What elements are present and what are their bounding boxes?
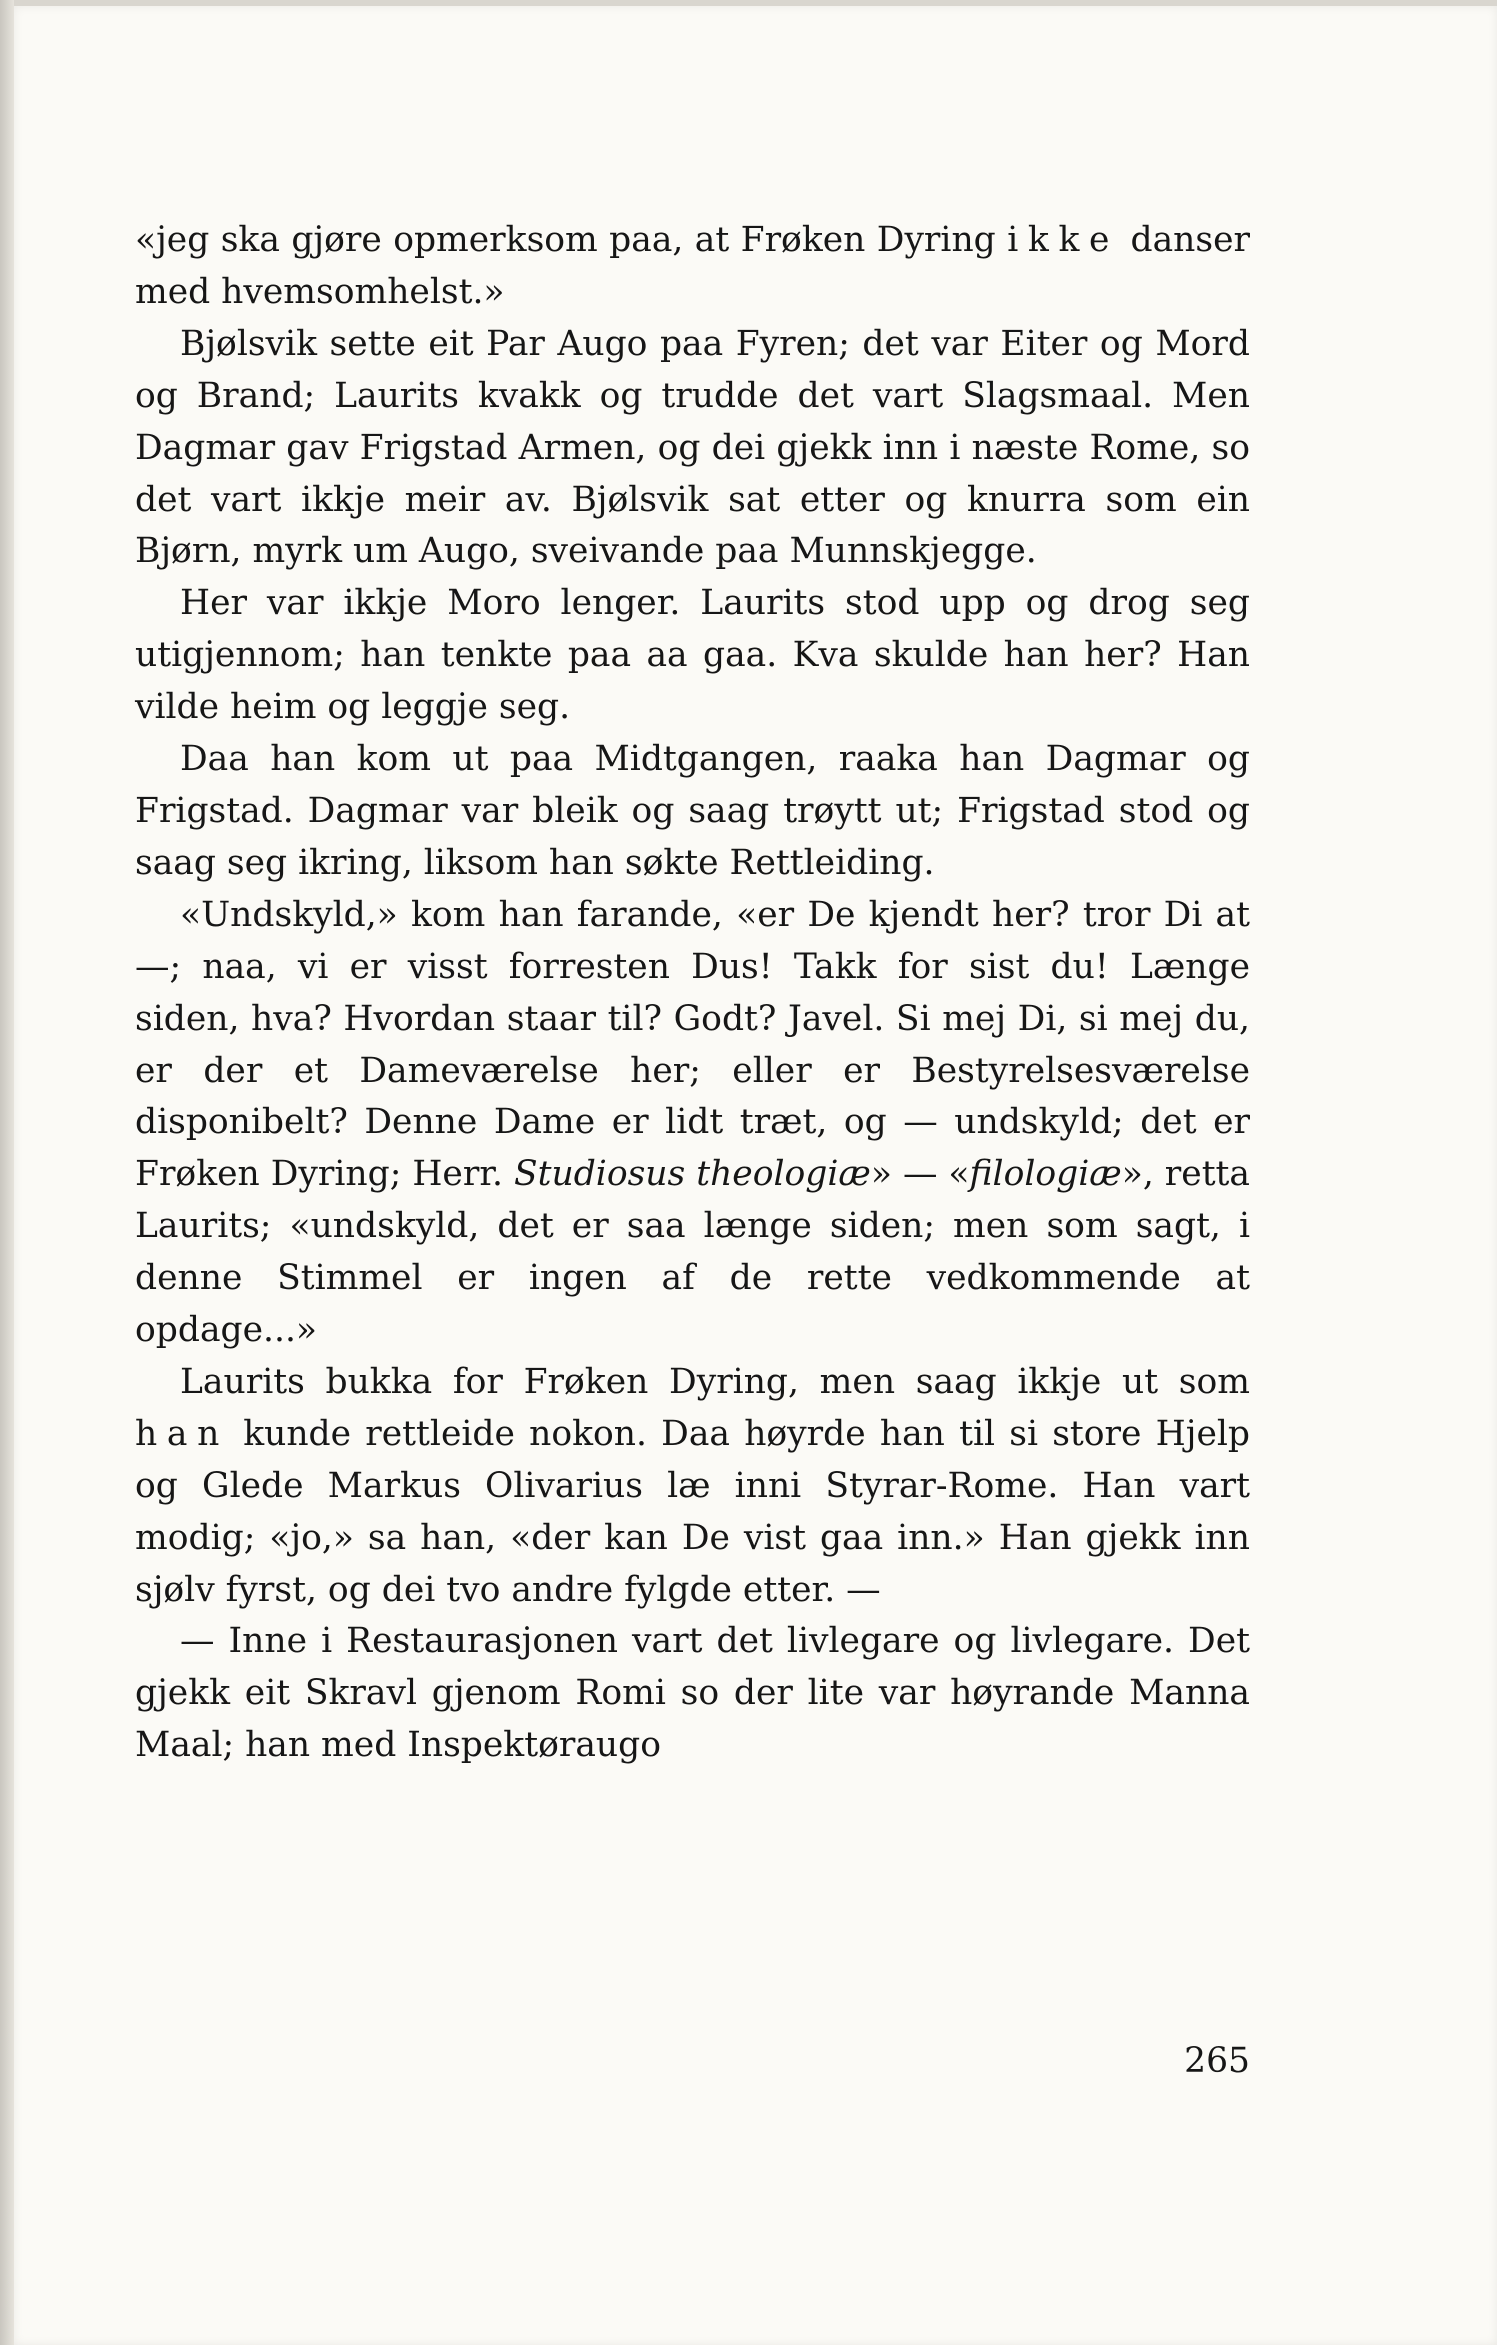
text-run: — Inne i Restaurasjonen vart det livlegare og livlegare. Det gjekk eit Skravl gjenom Romi so der lite var høyrande Manna Maal; han med Inspektøraugo	[135, 1621, 1250, 1766]
text-run: «Undskyld,» kom han farande, «er De kjendt her? tror Di at —; naa, vi er visst forresten Dus! Takk for sist du! Længe siden, hva? Hvordan staar til? Godt? Javel. Si mej Di, si mej du, er der et Dameværelse her; eller er Bestyrelsesværelse disponibelt? Denne Dame er lidt træt, og — undskyld; det er Frøken Dyring; Herr.	[135, 894, 1250, 1195]
text-run: Daa han kom ut paa Midtgangen, raaka han Dagmar og Frigstad. Dagmar var bleik og saag trøytt ut; Frigstad stod og saag seg ikring, liksom han søkte Rettleiding.	[135, 739, 1250, 883]
text-run: », retta Laurits; «undskyld, det er saa længe siden; men som sagt, i denne Stimmel er ingen af de rette vedkommende at opdage...»	[135, 1154, 1250, 1351]
text-run: «jeg ska gjøre opmerksom paa, at Frøken Dyring	[135, 220, 1008, 260]
paragraph	[135, 215, 1250, 319]
text-run: kunde rettleide nokon. Daa høyrde han til si store Hjelp og Glede Markus Olivarius læ inni Styrar-Rome. Han vart modig; «jo,» sa han, «der kan De vist gaa inn.» Han gjekk inn sjølv fyrst, og dei tvo andre fylgde etter. —	[135, 1413, 1250, 1610]
spaced-emphasis: han	[135, 1413, 229, 1454]
paragraph	[135, 319, 1250, 579]
page-number: 265	[1184, 2041, 1250, 2081]
spaced-emphasis: ikke	[1007, 220, 1120, 260]
body-text	[135, 215, 1250, 1772]
paragraph	[135, 1616, 1250, 1772]
text-run: » — «	[870, 1154, 970, 1195]
text-run: Her var ikkje Moro lenger. Laurits stod upp og drog seg utigjennom; han tenkte paa aa gaa. Kva skulde han her? Han vilde heim og leggje seg.	[135, 583, 1250, 728]
text-run: Bjølsvik sette eit Par Augo paa Fyren; det var Eiter og Mord og Brand; Laurits kvakk og trudde det vart Slagsmaal. Men Dagmar gav Frigstad Armen, og dei gjekk inn i næste Rome, so det vart ikkje meir av. Bjølsvik sat etter og knurra som ein Bjørn, myrk um Augo, sveivande paa Munnskjegge.	[135, 323, 1250, 572]
italic-text: Studiosus theologiæ	[513, 1154, 871, 1195]
paragraph	[135, 578, 1250, 734]
italic-text: filologiæ	[969, 1154, 1122, 1195]
binding-edge	[0, 0, 14, 2345]
paragraph	[135, 734, 1250, 890]
text-run: danser med hvemsomhelst.»	[135, 220, 1250, 312]
text-run: Laurits bukka for Frøken Dyring, men saag ikkje ut som	[180, 1361, 1250, 1402]
paragraph	[135, 1357, 1250, 1617]
paragraph	[135, 890, 1250, 1357]
